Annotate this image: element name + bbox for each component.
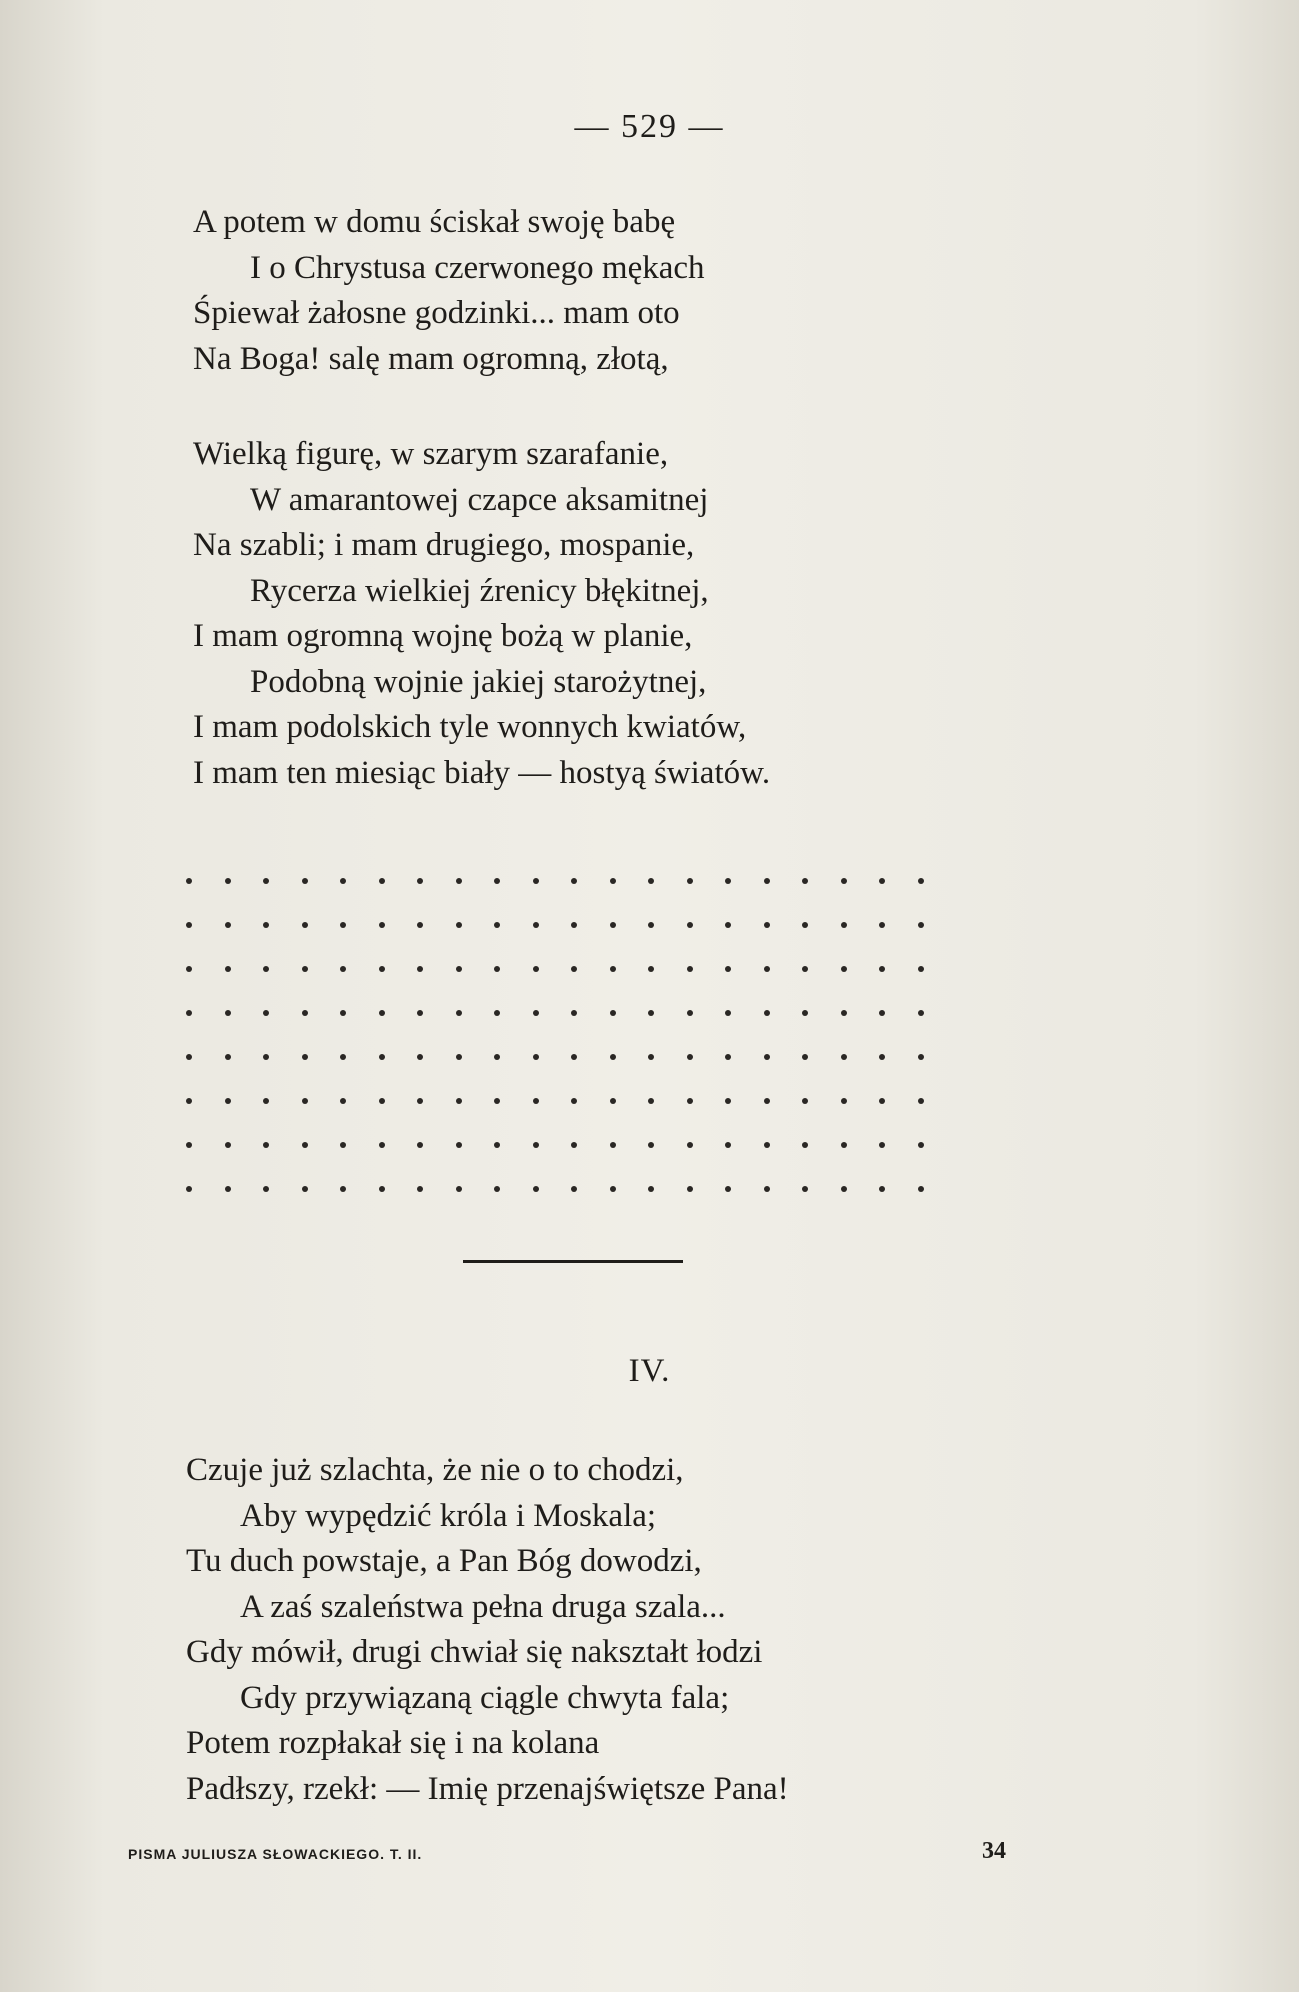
- ellipsis-dot: [186, 1010, 192, 1016]
- ellipsis-dot: [379, 922, 385, 928]
- ellipsis-dot: [841, 878, 847, 884]
- ellipsis-dot: [571, 1054, 577, 1060]
- verse-line: Rycerza wielkiej źrenicy błękitnej,: [250, 572, 709, 609]
- ellipsis-dot: [417, 1142, 423, 1148]
- ellipsis-dot: [879, 966, 885, 972]
- ellipsis-dot: [263, 1186, 269, 1192]
- ellipsis-row: [186, 904, 938, 948]
- ellipsis-dot: [687, 1098, 693, 1104]
- ellipsis-dot: [340, 1186, 346, 1192]
- ellipsis-dot: [263, 922, 269, 928]
- ellipsis-dot: [417, 1010, 423, 1016]
- ellipsis-dot: [340, 1054, 346, 1060]
- ellipsis-dot: [225, 878, 231, 884]
- ellipsis-dot: [879, 1186, 885, 1192]
- ellipsis-row: [186, 1036, 938, 1080]
- ellipsis-dot: [379, 1186, 385, 1192]
- verse-line: Na szabli; i mam drugiego, mospanie,: [193, 527, 695, 563]
- verse-line: Potem rozpłakał się i na kolana: [186, 1725, 600, 1761]
- ellipsis-dot: [571, 922, 577, 928]
- ellipsis-dot: [918, 1142, 924, 1148]
- ellipsis-dot: [340, 1010, 346, 1016]
- ellipsis-dot: [802, 1142, 808, 1148]
- ellipsis-dot: [802, 966, 808, 972]
- ellipsis-dot: [456, 1054, 462, 1060]
- ellipsis-dot: [302, 1142, 308, 1148]
- ellipsis-dot: [417, 922, 423, 928]
- ellipsis-dot: [533, 1098, 539, 1104]
- page-number: — 529 —: [574, 108, 725, 145]
- verse-line: Gdy mówił, drugi chwiał się nakształt łodzi: [186, 1634, 763, 1670]
- verse-line: I mam podolskich tyle wonnych kwiatów,: [193, 709, 747, 745]
- ellipsis-dot: [225, 966, 231, 972]
- ellipsis-dot: [610, 1010, 616, 1016]
- ellipsis-dot: [918, 1010, 924, 1016]
- ellipsis-dot: [725, 922, 731, 928]
- verse-line: Śpiewał żałosne godzinki... mam oto: [193, 295, 680, 331]
- ellipsis-dot: [764, 922, 770, 928]
- ellipsis-dot: [648, 1142, 654, 1148]
- verse-line: I o Chrystusa czerwonego mękach: [250, 249, 705, 286]
- ellipsis-dot: [764, 1098, 770, 1104]
- ellipsis-dot: [302, 966, 308, 972]
- ellipsis-dot: [879, 878, 885, 884]
- ellipsis-dot: [918, 922, 924, 928]
- ellipsis-dot: [648, 1098, 654, 1104]
- verse-line: Czuje już szlachta, że nie o to chodzi,: [186, 1452, 684, 1488]
- ellipsis-dot: [302, 922, 308, 928]
- ellipsis-dot: [918, 966, 924, 972]
- verse-line: I mam ogromną wojnę bożą w planie,: [193, 618, 693, 654]
- verse-line: Aby wypędzić króla i Moskala;: [240, 1497, 657, 1534]
- ellipsis-dot: [841, 1054, 847, 1060]
- ellipsis-dot: [764, 1186, 770, 1192]
- section-heading: IV.: [628, 1353, 671, 1389]
- ellipsis-dot: [687, 878, 693, 884]
- verse-line: A zaś szaleństwa pełna druga szala...: [240, 1588, 726, 1625]
- ellipsis-dot: [879, 1142, 885, 1148]
- ellipsis-dot: [263, 1054, 269, 1060]
- ellipsis-dot: [533, 1054, 539, 1060]
- ellipsis-dot: [610, 966, 616, 972]
- ellipsis-dot: [802, 1098, 808, 1104]
- ellipsis-dot: [340, 1098, 346, 1104]
- ellipsis-row: [186, 860, 938, 904]
- ellipsis-dot: [340, 966, 346, 972]
- ellipsis-dot: [225, 1054, 231, 1060]
- ellipsis-dot: [186, 1142, 192, 1148]
- signature-mark: 34: [982, 1838, 1006, 1864]
- ellipsis-dot: [687, 1186, 693, 1192]
- ellipsis-dot: [379, 1098, 385, 1104]
- ellipsis-dot: [186, 922, 192, 928]
- ellipsis-dot: [687, 1010, 693, 1016]
- ellipsis-dot: [725, 1010, 731, 1016]
- ellipsis-dot: [802, 1054, 808, 1060]
- ellipsis-dot: [687, 1054, 693, 1060]
- ellipsis-dot: [494, 1142, 500, 1148]
- ellipsis-dot: [186, 1186, 192, 1192]
- ellipsis-dot: [263, 878, 269, 884]
- ellipsis-dot: [610, 1054, 616, 1060]
- ellipsis-dot: [456, 1142, 462, 1148]
- ellipsis-dot: [879, 922, 885, 928]
- omitted-verses-ellipsis: [186, 860, 938, 1212]
- ellipsis-dot: [494, 1186, 500, 1192]
- ellipsis-dot: [879, 1098, 885, 1104]
- ellipsis-dot: [302, 1054, 308, 1060]
- ellipsis-dot: [610, 1142, 616, 1148]
- ellipsis-dot: [379, 1142, 385, 1148]
- ellipsis-dot: [571, 1010, 577, 1016]
- ellipsis-dot: [186, 966, 192, 972]
- ellipsis-dot: [379, 878, 385, 884]
- ellipsis-dot: [841, 1010, 847, 1016]
- ellipsis-dot: [456, 966, 462, 972]
- ellipsis-dot: [764, 1010, 770, 1016]
- ellipsis-dot: [340, 1142, 346, 1148]
- ellipsis-dot: [533, 966, 539, 972]
- verse-line: Wielką figurę, w szarym szarafanie,: [193, 436, 669, 472]
- ellipsis-dot: [379, 1010, 385, 1016]
- ellipsis-dot: [225, 1186, 231, 1192]
- ellipsis-dot: [263, 1010, 269, 1016]
- ellipsis-dot: [494, 1098, 500, 1104]
- book-title-footer: PISMA JULIUSZA SŁOWACKIEGO. T. II.: [128, 1846, 423, 1862]
- ellipsis-dot: [841, 966, 847, 972]
- ellipsis-dot: [186, 1054, 192, 1060]
- ellipsis-dot: [186, 1098, 192, 1104]
- ellipsis-dot: [456, 878, 462, 884]
- ellipsis-dot: [494, 878, 500, 884]
- ellipsis-dot: [610, 1098, 616, 1104]
- verse-line: Podobną wojnie jakiej starożytnej,: [250, 663, 707, 700]
- ellipsis-dot: [533, 1186, 539, 1192]
- ellipsis-dot: [302, 1186, 308, 1192]
- ellipsis-dot: [879, 1054, 885, 1060]
- ellipsis-dot: [648, 1054, 654, 1060]
- ellipsis-dot: [263, 1098, 269, 1104]
- ellipsis-dot: [417, 966, 423, 972]
- ellipsis-dot: [687, 1142, 693, 1148]
- ellipsis-row: [186, 992, 938, 1036]
- ellipsis-dot: [571, 878, 577, 884]
- ellipsis-dot: [725, 966, 731, 972]
- stanza-2: [0, 432, 1299, 796]
- ellipsis-dot: [379, 966, 385, 972]
- ellipsis-dot: [494, 922, 500, 928]
- ellipsis-dot: [340, 878, 346, 884]
- ellipsis-dot: [918, 878, 924, 884]
- ellipsis-dot: [494, 966, 500, 972]
- ellipsis-dot: [879, 1010, 885, 1016]
- verse-line: A potem w domu ściskał swoję babę: [193, 204, 676, 240]
- ellipsis-dot: [802, 1186, 808, 1192]
- verse-line: W amarantowej czapce aksamitnej: [250, 481, 709, 518]
- ellipsis-dot: [571, 1186, 577, 1192]
- ellipsis-dot: [533, 878, 539, 884]
- ellipsis-dot: [225, 1098, 231, 1104]
- ellipsis-dot: [571, 966, 577, 972]
- verse-line: Na Boga! salę mam ogromną, złotą,: [193, 340, 669, 377]
- verse-line: Tu duch powstaje, a Pan Bóg dowodzi,: [186, 1543, 702, 1579]
- ellipsis-dot: [533, 922, 539, 928]
- ellipsis-dot: [610, 1186, 616, 1192]
- ellipsis-dot: [456, 1098, 462, 1104]
- ellipsis-dot: [841, 1098, 847, 1104]
- ellipsis-dot: [764, 1142, 770, 1148]
- ellipsis-dot: [725, 1186, 731, 1192]
- ellipsis-dot: [648, 1010, 654, 1016]
- ellipsis-dot: [841, 922, 847, 928]
- ellipsis-dot: [302, 878, 308, 884]
- ellipsis-dot: [417, 1098, 423, 1104]
- ellipsis-dot: [648, 922, 654, 928]
- ellipsis-row: [186, 1080, 938, 1124]
- ellipsis-dot: [802, 878, 808, 884]
- ellipsis-dot: [648, 1186, 654, 1192]
- section-divider: [463, 1260, 683, 1263]
- stanza-iv: [0, 1448, 1299, 1812]
- ellipsis-dot: [417, 878, 423, 884]
- ellipsis-dot: [533, 1142, 539, 1148]
- ellipsis-dot: [725, 1142, 731, 1148]
- ellipsis-dot: [764, 1054, 770, 1060]
- ellipsis-dot: [225, 1010, 231, 1016]
- verse-line: Padłszy, rzekł: — Imię przenajświętsze Pana!: [186, 1770, 789, 1807]
- ellipsis-dot: [302, 1010, 308, 1016]
- ellipsis-dot: [494, 1054, 500, 1060]
- ellipsis-dot: [764, 966, 770, 972]
- ellipsis-dot: [841, 1142, 847, 1148]
- ellipsis-dot: [918, 1098, 924, 1104]
- ellipsis-dot: [918, 1186, 924, 1192]
- ellipsis-dot: [456, 1186, 462, 1192]
- ellipsis-dot: [340, 922, 346, 928]
- ellipsis-dot: [764, 878, 770, 884]
- ellipsis-dot: [225, 922, 231, 928]
- ellipsis-row: [186, 1124, 938, 1168]
- ellipsis-dot: [417, 1054, 423, 1060]
- ellipsis-dot: [186, 878, 192, 884]
- verse-line: I mam ten miesiąc biały — hostyą światów.: [193, 754, 771, 791]
- ellipsis-dot: [648, 878, 654, 884]
- ellipsis-dot: [263, 1142, 269, 1148]
- ellipsis-dot: [648, 966, 654, 972]
- ellipsis-dot: [571, 1142, 577, 1148]
- ellipsis-dot: [725, 1098, 731, 1104]
- ellipsis-dot: [687, 966, 693, 972]
- ellipsis-dot: [610, 878, 616, 884]
- ellipsis-row: [186, 1168, 938, 1212]
- ellipsis-dot: [725, 878, 731, 884]
- ellipsis-dot: [802, 1010, 808, 1016]
- ellipsis-dot: [725, 1054, 731, 1060]
- ellipsis-dot: [918, 1054, 924, 1060]
- ellipsis-dot: [494, 1010, 500, 1016]
- ellipsis-dot: [456, 1010, 462, 1016]
- ellipsis-dot: [571, 1098, 577, 1104]
- verse-line: Gdy przywiązaną ciągle chwyta fala;: [240, 1679, 730, 1716]
- ellipsis-dot: [263, 966, 269, 972]
- ellipsis-dot: [610, 922, 616, 928]
- ellipsis-dot: [802, 922, 808, 928]
- ellipsis-dot: [225, 1142, 231, 1148]
- ellipsis-dot: [417, 1186, 423, 1192]
- ellipsis-dot: [533, 1010, 539, 1016]
- ellipsis-dot: [379, 1054, 385, 1060]
- ellipsis-dot: [302, 1098, 308, 1104]
- stanza-1: [0, 200, 1299, 382]
- ellipsis-dot: [841, 1186, 847, 1192]
- ellipsis-dot: [687, 922, 693, 928]
- ellipsis-dot: [456, 922, 462, 928]
- ellipsis-row: [186, 948, 938, 992]
